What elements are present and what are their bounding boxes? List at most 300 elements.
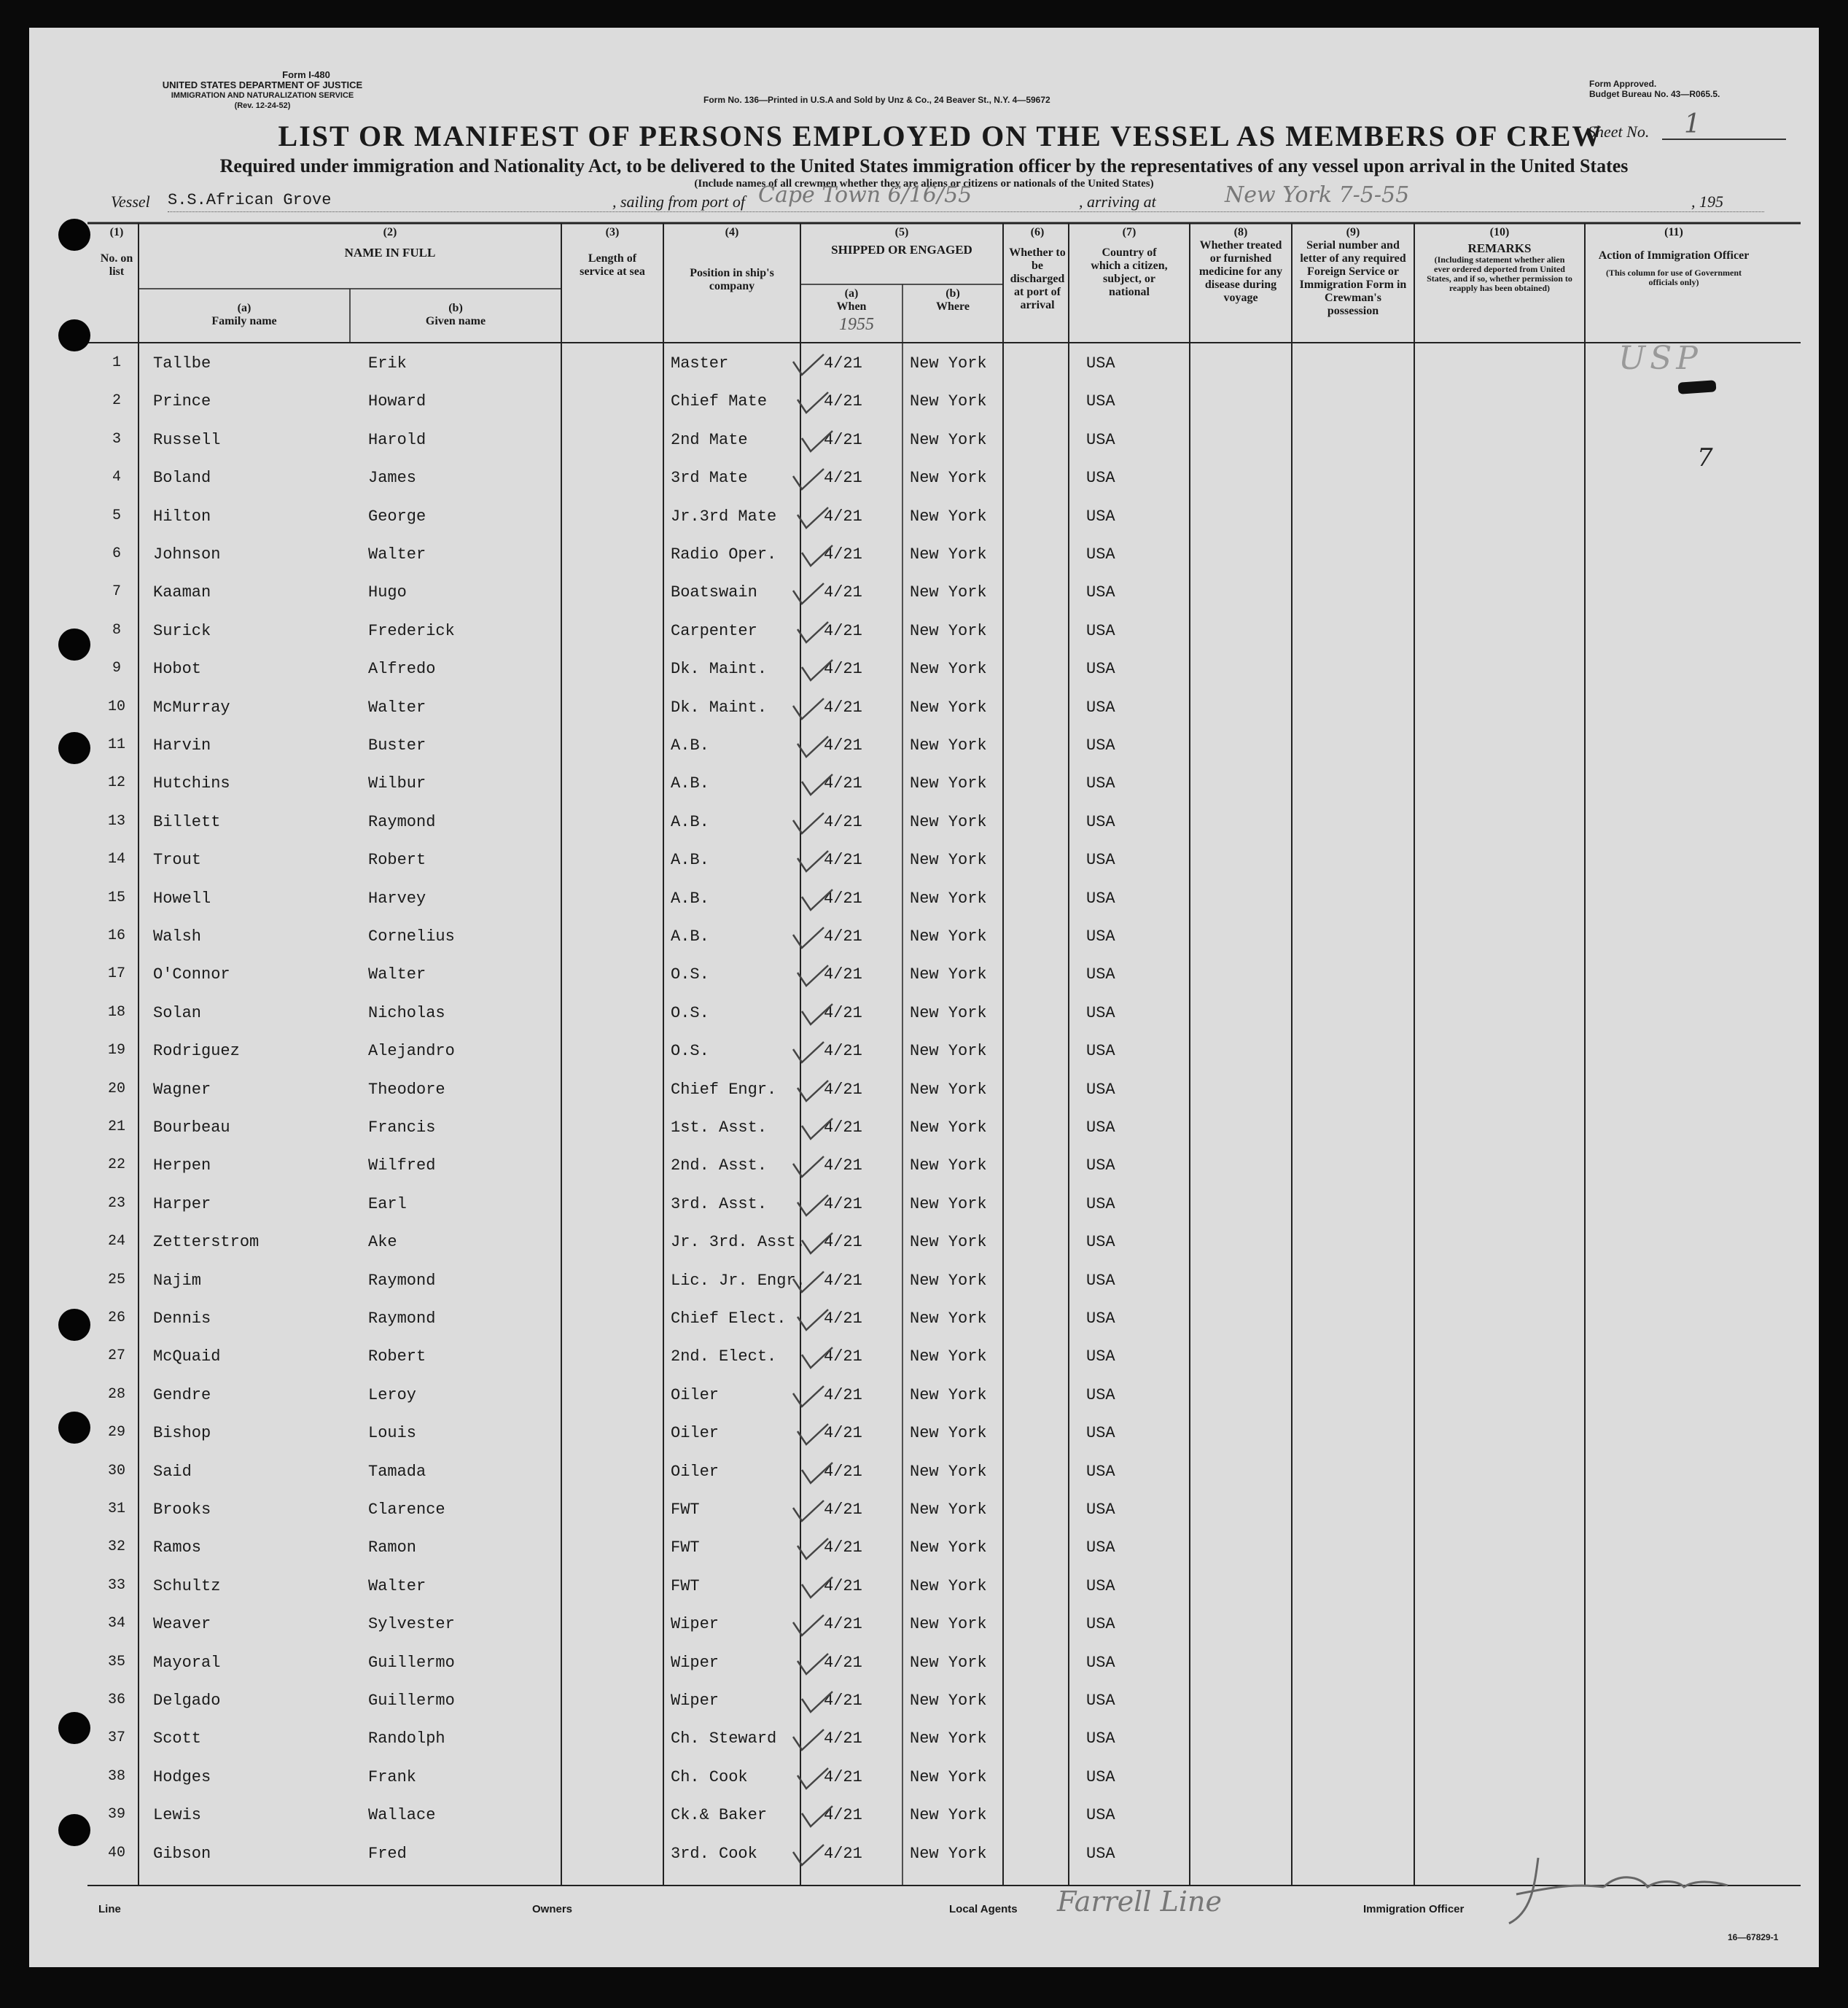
family-name: Boland [153, 469, 211, 488]
binder-hole [58, 629, 90, 661]
row-number: 14 [107, 851, 125, 868]
position: A.B. [671, 927, 709, 946]
country: USA [1086, 812, 1115, 831]
given-name: Hugo [368, 583, 407, 602]
family-name: Bishop [153, 1424, 211, 1443]
shipped-when: 4/21 [824, 1118, 862, 1137]
shipped-where: New York [910, 1692, 987, 1710]
given-name: Robert [368, 1347, 426, 1366]
family-name: McMurray [153, 698, 230, 717]
position: Chief Elect. [671, 1310, 787, 1328]
family-name: Gendre [153, 1385, 211, 1404]
shipped-where: New York [910, 621, 987, 640]
family-name: Zetterstrom [153, 1233, 260, 1252]
given-name: Francis [368, 1118, 436, 1137]
vessel-name: S.S.African Grove [168, 191, 332, 209]
family-name: Brooks [153, 1501, 211, 1519]
check-mark-icon [796, 1574, 840, 1603]
shipped-where: New York [910, 965, 987, 984]
shipped-when: 4/21 [824, 392, 862, 411]
officer-signature [1494, 1843, 1742, 1938]
family-name: Harper [153, 1194, 211, 1213]
col1-number: (1) [109, 226, 124, 238]
family-name: Schultz [153, 1576, 221, 1595]
row-number: 7 [112, 583, 121, 601]
col7-number: (7) [1122, 226, 1137, 238]
footer-line-label: Line [98, 1903, 121, 1915]
shipped-where: New York [910, 889, 987, 908]
row-number: 36 [107, 1692, 125, 1708]
sailing-port: Cape Town 6/16/55 [758, 182, 972, 208]
row-number: 3 [112, 430, 121, 448]
footer-agents-signature: Farrell Line [1057, 1886, 1222, 1918]
check-mark-icon [792, 1651, 835, 1680]
binder-hole [58, 732, 90, 764]
given-name: Raymond [368, 812, 436, 831]
shipped-when: 4/21 [824, 698, 862, 717]
country: USA [1086, 1653, 1115, 1672]
family-name: Billett [153, 812, 221, 831]
shipped-where: New York [910, 1233, 987, 1252]
check-mark-icon [787, 580, 831, 610]
form-approved: Form Approved. [1589, 79, 1657, 89]
row-number: 32 [107, 1538, 125, 1556]
position: Oiler [671, 1424, 720, 1443]
shipped-when: 4/21 [824, 812, 862, 831]
budget-number: Budget Bureau No. 43—R065.5. [1589, 89, 1720, 99]
shipped-when: 4/21 [824, 1806, 862, 1825]
row-number: 33 [107, 1576, 125, 1594]
shipped-when: 4/21 [824, 1424, 862, 1443]
country: USA [1086, 889, 1115, 908]
country: USA [1086, 1194, 1115, 1213]
shipped-where: New York [910, 1844, 987, 1863]
country: USA [1086, 1615, 1115, 1634]
position: 3rd. Asst. [671, 1194, 768, 1213]
col10-note: (Including statement whether alien ever ordered deported from United States, and if so, whether permission to reapply has been obtained) [1427, 254, 1572, 293]
row-number: 21 [107, 1118, 125, 1135]
position: 2nd. Elect. [671, 1347, 777, 1366]
check-mark-icon [796, 887, 840, 916]
shipped-where: New York [910, 1806, 987, 1825]
check-mark-icon [796, 1001, 840, 1030]
family-name: Delgado [153, 1692, 221, 1710]
country: USA [1086, 1310, 1115, 1328]
row-number: 12 [107, 774, 125, 792]
check-mark-icon [792, 1078, 835, 1107]
position: FWT [671, 1538, 700, 1557]
col7-title: Country of which a citizen, subject, or national [1091, 246, 1168, 298]
check-mark-icon [792, 619, 835, 648]
row-number: 25 [107, 1271, 125, 1288]
check-mark-icon [787, 351, 831, 381]
shipped-when: 4/21 [824, 1501, 862, 1519]
shipped-where: New York [910, 1042, 987, 1061]
shipped-when: 4/21 [824, 774, 862, 793]
col8-title: Whether treated or furnished medicine for any disease during voyage [1198, 239, 1283, 304]
shipped-where: New York [910, 812, 987, 831]
family-name: Said [153, 1462, 192, 1481]
printer-note: Form No. 136—Printed in U.S.A and Sold by Unz & Co., 24 Beaver St., N.Y. 4—59672 [703, 95, 1050, 105]
country: USA [1086, 507, 1115, 526]
check-mark-icon [787, 1153, 831, 1183]
check-mark-icon [796, 542, 840, 572]
family-name: Herpen [153, 1156, 211, 1175]
row-number: 16 [107, 927, 125, 944]
country: USA [1086, 1003, 1115, 1022]
check-mark-icon [787, 1498, 831, 1527]
family-name: Ramos [153, 1538, 202, 1557]
given-name: James [368, 469, 417, 488]
row-number: 24 [107, 1233, 125, 1250]
country: USA [1086, 1424, 1115, 1443]
shipped-when: 4/21 [824, 1233, 862, 1252]
position: A.B. [671, 889, 709, 908]
country: USA [1086, 1806, 1115, 1825]
check-mark-icon [792, 962, 835, 992]
given-name: Frank [368, 1767, 417, 1786]
country: USA [1086, 1385, 1115, 1404]
family-name: Howell [153, 889, 211, 908]
position: 2nd Mate [671, 430, 748, 449]
given-name: Howard [368, 392, 426, 411]
shipped-where: New York [910, 1615, 987, 1634]
check-mark-icon [787, 696, 831, 725]
position: O.S. [671, 965, 709, 984]
family-name: Johnson [153, 545, 221, 564]
country: USA [1086, 1233, 1115, 1252]
service-name: IMMIGRATION AND NATURALIZATION SERVICE [171, 91, 354, 100]
family-name: Rodriguez [153, 1042, 240, 1061]
check-mark-icon [796, 1344, 840, 1374]
family-name: Solan [153, 1003, 202, 1022]
given-name: Guillermo [368, 1692, 455, 1710]
col2b-title: Given name [425, 315, 486, 327]
row-number: 27 [107, 1347, 125, 1365]
col5b-title: Where [936, 300, 970, 313]
position: Wiper [671, 1653, 720, 1672]
shipped-when: 4/21 [824, 430, 862, 449]
shipped-when: 4/21 [824, 545, 862, 564]
row-number: 4 [112, 469, 121, 486]
given-name: Clarence [368, 1501, 445, 1519]
shipped-when: 4/21 [824, 851, 862, 870]
officer-count: 7 [1697, 443, 1713, 472]
shipped-when: 4/21 [824, 1156, 862, 1175]
country: USA [1086, 621, 1115, 640]
col1-title: No. on list [100, 252, 133, 278]
given-name: Buster [368, 736, 426, 755]
subtitle: Required under immigration and Nationality Act, to be delivered to the United States immigration officer by the representatives of any vessel upon arrival in the United States [219, 155, 1629, 176]
check-mark-icon [792, 1192, 835, 1221]
given-name: Walter [368, 545, 426, 564]
col9-number: (9) [1346, 226, 1360, 238]
shipped-when: 4/21 [824, 354, 862, 373]
footer-owners-label: Owners [532, 1903, 573, 1915]
family-name: Harvin [153, 736, 211, 755]
shipped-where: New York [910, 1576, 987, 1595]
check-mark-icon [787, 810, 831, 839]
country: USA [1086, 1729, 1115, 1748]
col10-title: REMARKS [1467, 241, 1532, 255]
country: USA [1086, 469, 1115, 488]
country: USA [1086, 1844, 1115, 1863]
binder-hole [58, 1309, 90, 1341]
given-name: Earl [368, 1194, 407, 1213]
position: A.B. [671, 774, 709, 793]
position: 3rd. Cook [671, 1844, 757, 1863]
position: Chief Mate [671, 392, 768, 411]
revision-date: (Rev. 12-24-52) [234, 101, 291, 110]
check-mark-icon [792, 1536, 835, 1565]
officer-initials: USP [1618, 340, 1702, 377]
shipped-where: New York [910, 736, 987, 755]
given-name: Alejandro [368, 1042, 455, 1061]
shipped-where: New York [910, 1310, 987, 1328]
shipped-when: 4/21 [824, 660, 862, 679]
col4-number: (4) [725, 226, 739, 238]
shipped-when: 4/21 [824, 469, 862, 488]
family-name: Kaaman [153, 583, 211, 602]
footer-officer-label: Immigration Officer [1363, 1903, 1465, 1915]
check-mark-icon [796, 657, 840, 686]
col6-number: (6) [1030, 226, 1045, 238]
country: USA [1086, 1271, 1115, 1290]
given-name: Walter [368, 1576, 426, 1595]
family-name: Russell [153, 430, 221, 449]
binder-hole [58, 1814, 90, 1846]
given-name: Cornelius [368, 927, 455, 946]
year-label: , 195 [1691, 192, 1723, 211]
family-name: Walsh [153, 927, 202, 946]
check-mark-icon [787, 1039, 831, 1068]
position: O.S. [671, 1042, 709, 1061]
shipped-where: New York [910, 545, 987, 564]
family-name: Tallbe [153, 354, 211, 373]
family-name: Prince [153, 392, 211, 411]
country: USA [1086, 1576, 1115, 1595]
check-mark-icon [796, 1689, 840, 1718]
position: 2nd. Asst. [671, 1156, 768, 1175]
row-number: 11 [107, 736, 125, 753]
given-name: Wilbur [368, 774, 426, 793]
check-mark-icon [787, 1612, 831, 1641]
row-number: 8 [112, 621, 121, 639]
shipped-where: New York [910, 507, 987, 526]
col2-number: (2) [383, 226, 397, 238]
row-number: 23 [107, 1194, 125, 1212]
shipped-where: New York [910, 1385, 987, 1404]
family-name: Hobot [153, 660, 202, 679]
position: Jr.3rd Mate [671, 507, 777, 526]
given-name: Erik [368, 354, 407, 373]
family-name: Najim [153, 1271, 202, 1290]
given-name: Walter [368, 965, 426, 984]
country: USA [1086, 392, 1115, 411]
family-name: Dennis [153, 1310, 211, 1328]
shipped-when: 4/21 [824, 736, 862, 755]
arriving-label: , arriving at [1079, 192, 1156, 211]
row-number: 2 [112, 392, 121, 410]
check-mark-icon [792, 733, 835, 763]
check-mark-icon [796, 428, 840, 457]
shipped-when: 4/21 [824, 1271, 862, 1290]
sheet-number: 1 [1684, 109, 1701, 139]
row-number: 13 [107, 812, 125, 830]
shipped-where: New York [910, 430, 987, 449]
family-name: Wagner [153, 1080, 211, 1099]
family-name: Surick [153, 621, 211, 640]
shipped-when: 4/21 [824, 965, 862, 984]
given-name: George [368, 507, 426, 526]
row-number: 6 [112, 545, 121, 562]
given-name: Theodore [368, 1080, 445, 1099]
position: Dk. Maint. [671, 698, 768, 717]
shipped-where: New York [910, 1501, 987, 1519]
check-mark-icon [787, 1383, 831, 1412]
given-name: Fred [368, 1844, 407, 1863]
family-name: Bourbeau [153, 1118, 230, 1137]
row-number: 38 [107, 1767, 125, 1785]
form-code: 16—67829-1 [1728, 1932, 1779, 1942]
shipped-when: 4/21 [824, 1576, 862, 1595]
manifest-sheet [29, 28, 1819, 1967]
given-name: Wallace [368, 1806, 436, 1825]
family-name: Scott [153, 1729, 202, 1748]
shipped-where: New York [910, 1653, 987, 1672]
position: Radio Oper. [671, 545, 777, 564]
shipped-where: New York [910, 1729, 987, 1748]
check-mark-icon [787, 1269, 831, 1298]
row-number: 10 [107, 698, 125, 715]
check-mark-icon [792, 848, 835, 877]
col5a-title: When [836, 300, 867, 313]
shipped-where: New York [910, 698, 987, 717]
shipped-when: 4/21 [824, 1310, 862, 1328]
country: USA [1086, 698, 1115, 717]
country: USA [1086, 1692, 1115, 1710]
check-mark-icon [792, 1765, 835, 1794]
footer-agents-label: Local Agents [949, 1903, 1018, 1915]
given-name: Tamada [368, 1462, 426, 1481]
position: Wiper [671, 1692, 720, 1710]
family-name: Lewis [153, 1806, 202, 1825]
col11-title: Action of Immigration Officer [1598, 249, 1750, 262]
country: USA [1086, 1538, 1115, 1557]
shipped-when: 4/21 [824, 1080, 862, 1099]
shipped-when: 4/21 [824, 583, 862, 602]
row-number: 40 [107, 1844, 125, 1861]
position: A.B. [671, 736, 709, 755]
shipped-when: 4/21 [824, 1767, 862, 1786]
shipped-when: 4/21 [824, 1538, 862, 1557]
given-name: Frederick [368, 621, 455, 640]
position: Jr. 3rd. Asst. [671, 1233, 806, 1252]
shipped-where: New York [910, 1538, 987, 1557]
shipped-where: New York [910, 851, 987, 870]
shipped-where: New York [910, 927, 987, 946]
col11-number: (11) [1664, 226, 1683, 238]
given-name: Robert [368, 851, 426, 870]
shipped-where: New York [910, 774, 987, 793]
position: Chief Engr. [671, 1080, 777, 1099]
shipped-when: 4/21 [824, 1003, 862, 1022]
position: Boatswain [671, 583, 757, 602]
country: USA [1086, 774, 1115, 793]
position: Carpenter [671, 621, 757, 640]
check-mark-icon [787, 1727, 831, 1756]
row-number: 18 [107, 1003, 125, 1021]
shipped-when: 4/21 [824, 621, 862, 640]
position: Ck.& Baker [671, 1806, 768, 1825]
arriving-port: New York 7-5-55 [1225, 182, 1410, 208]
shipped-when: 4/21 [824, 1462, 862, 1481]
table-grid [29, 28, 1819, 1967]
shipped-when: 4/21 [824, 1385, 862, 1404]
row-number: 37 [107, 1729, 125, 1747]
shipped-where: New York [910, 1271, 987, 1290]
shipped-when: 4/21 [824, 1042, 862, 1061]
position: Master [671, 354, 729, 373]
row-number: 17 [107, 965, 125, 983]
country: USA [1086, 965, 1115, 984]
shipped-when: 4/21 [824, 1615, 862, 1634]
col10-number: (10) [1489, 226, 1510, 238]
row-number: 31 [107, 1501, 125, 1517]
row-number: 19 [107, 1042, 125, 1059]
family-name: Trout [153, 851, 202, 870]
family-name: McQuaid [153, 1347, 221, 1366]
country: USA [1086, 354, 1115, 373]
shipped-where: New York [910, 354, 987, 373]
position: O.S. [671, 1003, 709, 1022]
col11-note: (This column for use of Government officials only) [1605, 268, 1742, 287]
row-number: 28 [107, 1385, 125, 1403]
given-name: Louis [368, 1424, 417, 1443]
given-name: Leroy [368, 1385, 417, 1404]
col9-title: Serial number and letter of any required Foreign Service or Immigration Form in Crewman's possession [1299, 239, 1407, 317]
vessel-label: Vessel [111, 192, 150, 211]
include-note: (Include names of all crewmen whether they are aliens or citizens or nationals of the United States) [694, 178, 1154, 190]
col2b-number: (b) [448, 302, 463, 314]
check-mark-icon [796, 1230, 840, 1259]
check-mark-icon [792, 389, 835, 419]
position: FWT [671, 1501, 700, 1519]
position: 3rd Mate [671, 469, 748, 488]
shipped-where: New York [910, 1767, 987, 1786]
family-name: Hutchins [153, 774, 230, 793]
given-name: Sylvester [368, 1615, 455, 1634]
family-name: Hilton [153, 507, 211, 526]
given-name: Harold [368, 430, 426, 449]
shipped-where: New York [910, 1118, 987, 1137]
year-handwritten: 1955 [839, 315, 874, 334]
shipped-where: New York [910, 1194, 987, 1213]
row-number: 9 [112, 660, 121, 677]
shipped-when: 4/21 [824, 1729, 862, 1748]
check-mark-icon [792, 1307, 835, 1336]
country: USA [1086, 1080, 1115, 1099]
family-name: Hodges [153, 1767, 211, 1786]
shipped-when: 4/21 [824, 889, 862, 908]
binder-hole [58, 1412, 90, 1444]
position: Ch. Steward [671, 1729, 777, 1748]
check-mark-icon [787, 466, 831, 495]
col5-title: SHIPPED OR ENGAGED [831, 243, 972, 257]
row-number: 22 [107, 1156, 125, 1174]
check-mark-icon [792, 505, 835, 534]
shipped-where: New York [910, 660, 987, 679]
